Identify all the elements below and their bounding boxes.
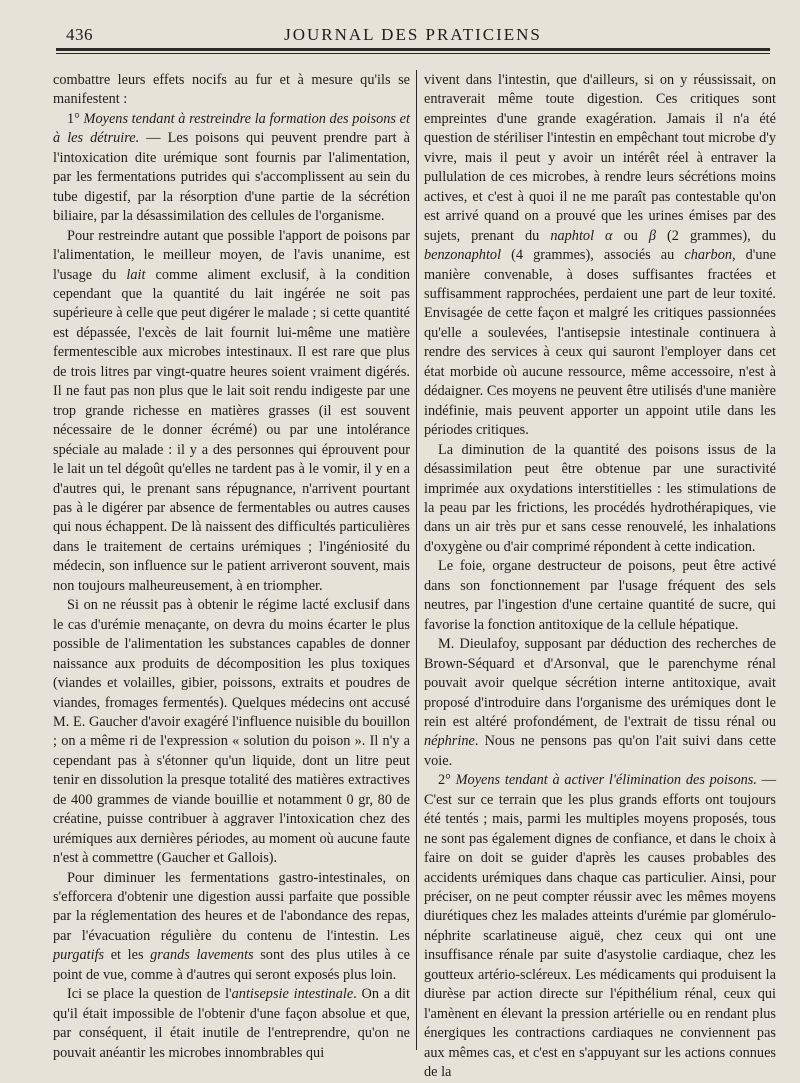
paragraph: [53, 110, 410, 227]
text-run: . Nous ne pensons pas qu'on l'ait suivi dans cette voie.: [424, 733, 776, 769]
text-run: et les: [104, 947, 151, 964]
text-run: Ici se place la question de l': [67, 986, 232, 1003]
text-run: Pour diminuer les fermentations gastro-intestinales, on s'efforcera d'obtenir une digestion aussi parfaite que possible par la réglementation des heures et de l'abondance des repas, par l'évacuation régulière du contenu de l'intestin. Les: [53, 869, 410, 944]
text-run: La diminution de la quantité des poisons issus de la désassimilation peut être obtenue par une suractivité imprimée aux oxydations interstitielles : les stimulations de la peau par les frictions, les procédés hydrothérapiques, vie dans un air très pur et sans cesse renouvelé, les inhalations d'oxygène ou d'air comprimé répondent à cette indication.: [424, 441, 776, 555]
page-number: 436: [66, 25, 93, 44]
text-run: — C'est sur ce terrain que les plus grands efforts ont toujours été tentés ; mais, parmi les multiples moyens proposés, tous ne sont pas également dignes de confiance, et dans le choix à faire on doit se guider d'après les causes probables des accidents urémiques dans chaque cas particulier. Ainsi, pour préciser, on ne peut compter réussir avec les mêmes moyens diurétiques chez les malades atteints d'urémie par glomérulo-néphrite scarlatineuse aiguë, chez ceux qui ont une insuffisance rénale par suite d'asystolie cardiaque, chez les goutteux artério-scléreux. Les médicaments qui produisent la diurèse par action directe sur l'épithélium rénal, ceux qui l'amènent en élevant la pression artérielle ou en rendant plus énergiques les contractions cardiaques ne conviennent pas aux mêmes cas, et c'est en s'appuyant sur les actions connues de la: [424, 772, 776, 1081]
italic-text: benzonaphtol: [424, 247, 502, 264]
paragraph: [53, 985, 410, 1063]
paragraph: [424, 635, 776, 771]
italic-text: néphrine: [424, 733, 475, 750]
text-run: (2 grammes), du: [656, 227, 777, 244]
text-run: Si on ne réussit pas à obtenir le régime lacté exclusif dans le cas d'urémie menaçante, on devra du moins écarter le plus possible de l'alimentation les substances capables de donner naissance aux produits de décomposition les plus toxiques (viandes et volailles, gibier, poissons, extraits et poudres de viandes, fromages fermentés). Quelques médecins ont accusé M. E. Gaucher d'avoir exagéré l'influence nuisible du bouillon ; on a même ri de l'expression « solution du poison ». Il n'y a cependant pas à s'étonner qu'un liquide, dont un litre peut tenir en dissolution la presque totalité des matières extractives de 400 grammes de viande bouillie et notamment 0 gr, 80 de créatine, puisse contribuer à aggraver l'intoxication chez des urémiques aux dernières périodes, au moment où aucune faute n'est à commettre (Gaucher et Gallois).: [53, 597, 410, 867]
italic-text: Moyens tendant à restreindre la formation des poisons et à les détruire.: [53, 110, 410, 147]
text-run: M. Dieulafoy, supposant par déduction des recherches de Brown-Séquard et d'Arsonval, que le parenchyme rénal pouvait avoir quelque sécrétion interne antitoxique, avait proposé d'introduire dans l'organisme des urémiques dont le rein est altéré profondément, de l'extrait de tissu rénal ou: [424, 636, 776, 730]
italic-text: charbon: [684, 247, 732, 264]
text-run: , d'une manière convenable, à doses suffisantes fractées et suffisamment rapprochées, perdaient une part de leur toxité. Envisagée de cette façon et malgré les critiques passionnées qu'elle a soulevées, l'antisepsie intestinale continuera à rendre des services à ceux qui sauront l'employer dans cet état morbide où aucune ressource, même accessoire, n'est à dédaigner. Ces moyens ne peuvent être utilisés d'une manière indéfinie, mais peuvent apporter un appoint utile dans les périodes critiques.: [424, 247, 776, 439]
right-column: [424, 71, 777, 1081]
italic-text: β: [648, 227, 657, 244]
italic-text: lait: [126, 266, 146, 283]
text-run: (4 grammes), associés au: [501, 247, 685, 264]
paragraph: [424, 71, 776, 441]
paragraph: [424, 557, 776, 635]
paragraph: [424, 441, 776, 558]
text-run: ou: [612, 227, 649, 244]
text-run: . On a dit qu'il était impossible de l'obtenir d'une façon absolue et que, par conséquent, il était inutile de l'entreprendre, qu'on ne pouvait anéantir les microbes innombrables qui: [53, 986, 410, 1061]
header-rule: [56, 53, 770, 54]
paragraph: [53, 227, 410, 597]
running-title: JOURNAL DES PRATICIENS: [284, 25, 542, 44]
italic-text: grands lavements: [150, 947, 254, 964]
italic-text: naphtol α: [550, 227, 613, 244]
paragraph: [53, 869, 410, 986]
italic-text: Moyens tendant à activer l'élimination des poisons.: [455, 772, 757, 789]
paragraph: [53, 71, 410, 110]
column-divider: [416, 70, 417, 1050]
text-run: 1°: [67, 110, 84, 127]
text-run: Pour restreindre autant que possible l'apport de poisons par l'alimentation, le meilleur moyen, de l'avis unanime, est l'usage du: [53, 227, 410, 283]
text-run: Le foie, organe destructeur de poisons, peut être activé dans son fonctionnement par l'usage fréquent des sels neutres, par l'ingestion d'une certaine quantité de sucre, qui favorise la fonction antitoxique de la cellule hépatique.: [424, 558, 776, 633]
text-run: — Les poisons qui peuvent prendre part à l'intoxication dite urémique sont fournis par l'alimentation, par les fermentations putrides qui s'accomplissent au sein du tube digestif, par la résorption d'une partie de la sécrétion biliaire, par la désassimilation des cellules de l'organisme.: [53, 130, 410, 225]
text-run: combattre leurs effets nocifs au fur et à mesure qu'ils se manifestent :: [53, 72, 410, 108]
left-column: [53, 71, 411, 1061]
text-run: sont des plus utiles à ce point de vue, comme à d'autres qui seront exposés plus loin.: [53, 947, 410, 983]
text-run: comme aliment exclusif, à la condition cependant que la quantité du lait ingérée ne soit pas supérieure à celle que peut digérer le malade ; si cette quantité est dépassée, l'excès de lait fournit lui-même une matière fermentescible aux microbes intestinaux. Il est rare que plus de trois litres par vingt-quatre heures soient vraiment digérés. Il ne faut pas non plus que le lait soit rendu indigeste par une trop grande richesse en matières grasses (il est souvent nécessaire de le donner écrémé) ou par une intolérance spéciale au malade : il y a des personnes qui éprouvent pour le lait un tel dégoût qu'elles ne tardent pas à le vomir, il y en a d'autres qui, le prenant sans répugnance, n'arrivent pourtant pas à le digérer par absence de fermentables ou autres causes qui nous échappent. De là naissent des difficultés particulières dans le traitement de certains urémiques ; l'ingéniosité du médecin, son influence sur le patient arriveront souvent, mais non toujours malheureusement, à en triompher.: [53, 266, 411, 594]
text-run: 2°: [438, 772, 456, 789]
paragraph: [53, 596, 410, 868]
italic-text: antisepsie intestinale: [231, 986, 354, 1003]
paragraph: [424, 771, 776, 1082]
text-run: vivent dans l'intestin, que d'ailleurs, si on y réussissait, on entraverait même toute digestion. Ces critiques sont empreintes d'une grande exagération. Jamais il n'a été question de stériliser l'intestin en empêchant tout microbe d'y vivre, mais il peut y avoir un intérêt réel à entraver la pullulation de ces microbes, à rendre leurs sécrétions moins actives, et c'est à quoi il ne me paraît pas contestable qu'on est arrivé quand on a prouvé que les urines émises par des sujets, prenant du: [424, 72, 776, 244]
page-header: [56, 24, 770, 51]
italic-text: purgatifs: [53, 947, 105, 964]
